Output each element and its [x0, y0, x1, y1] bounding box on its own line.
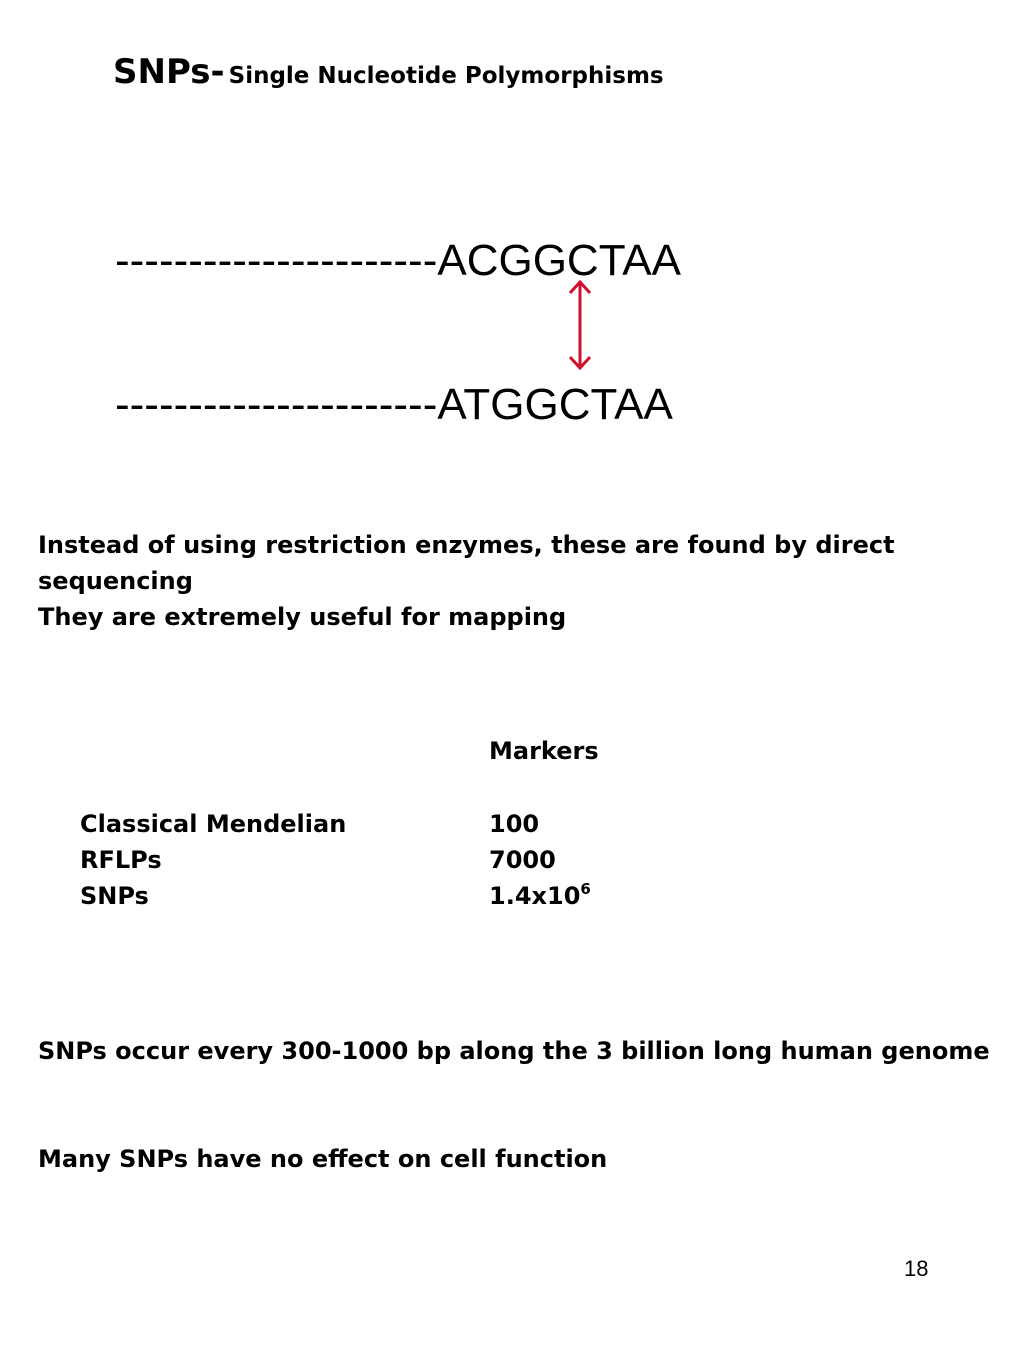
- markers-table: [80, 810, 591, 918]
- title-text: SNPs-: [113, 52, 225, 92]
- row-value: [489, 882, 591, 918]
- intro-line-1: Instead of using restriction enzymes, these are found by direct sequencing: [38, 531, 895, 595]
- slide-title: [113, 52, 664, 92]
- row-value: 7000: [489, 846, 556, 874]
- table-row: [80, 810, 591, 846]
- intro-paragraph: [38, 527, 998, 635]
- sequence-line-1: ----------------------ACGGCTAA: [115, 236, 682, 285]
- value-exponent: 6: [580, 880, 591, 898]
- value-base: 1.4x10: [489, 882, 581, 910]
- snp-effect-note: Many SNPs have no effect on cell function: [38, 1145, 608, 1173]
- title-subtitle: Single Nucleotide Polymorphisms: [228, 63, 664, 89]
- snp-frequency-note: SNPs occur every 300-1000 bp along the 3 billion long human genome: [38, 1037, 990, 1065]
- row-label: Classical Mendelian: [80, 810, 347, 838]
- row-label: RFLPs: [80, 846, 162, 874]
- row-value: 100: [489, 810, 540, 838]
- table-header-markers: Markers: [489, 737, 599, 765]
- table-row: [80, 846, 591, 882]
- page-number: 18: [904, 1256, 929, 1281]
- row-label: SNPs: [80, 882, 149, 910]
- double-arrow-icon: [562, 277, 598, 373]
- intro-line-2: They are extremely useful for mapping: [38, 603, 567, 631]
- sequence-line-2: ----------------------ATGGCTAA: [115, 380, 673, 429]
- table-row: [80, 882, 591, 918]
